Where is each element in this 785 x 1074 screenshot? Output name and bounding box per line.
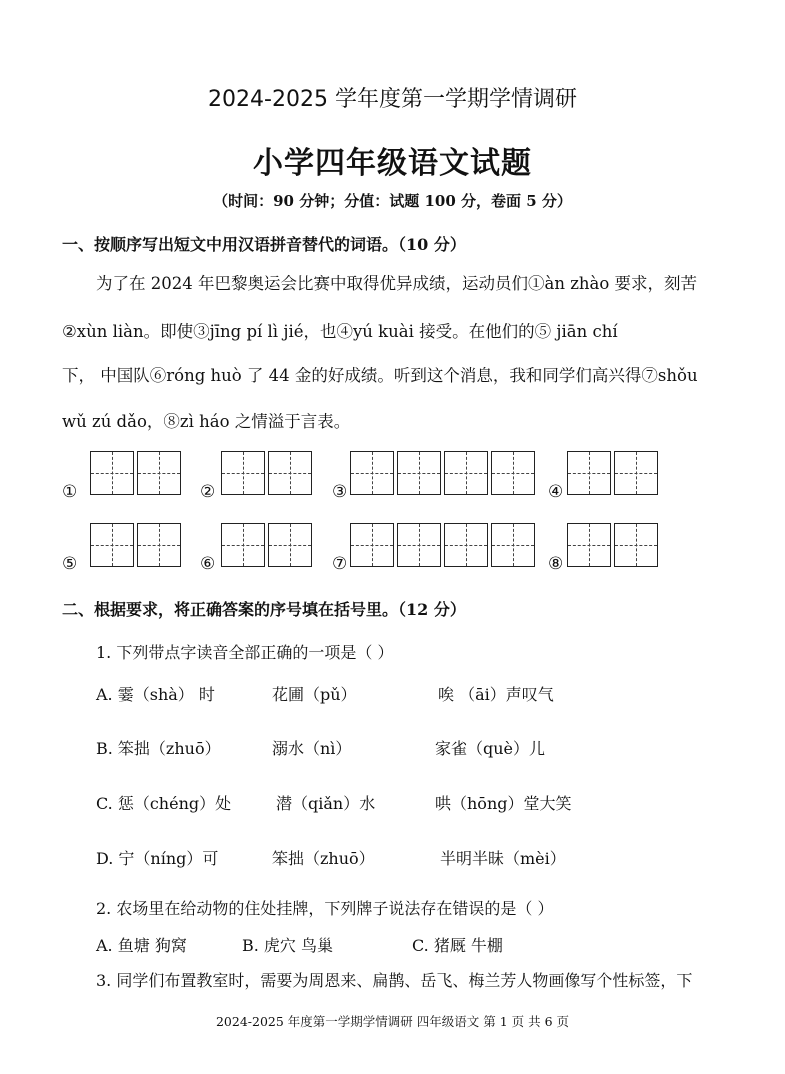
answer-label-2: ② [200,482,216,502]
answer-box[interactable] [221,451,265,495]
section1-heading: 一、按顺序写出短文中用汉语拼音替代的词语。（10 分） [62,235,466,254]
answer-box[interactable] [268,451,312,495]
question-1-stem: 1. 下列带点字读音全部正确的一项是（ ） [96,643,394,662]
answer-box[interactable] [350,523,394,567]
q2-option-a: A. 鱼塘 狗窝 [96,936,187,955]
page-footer: 2024-2025 年度第一学期学情调研 四年级语文 第 1 页 共 6 页 [215,1014,570,1029]
answer-box[interactable] [397,523,441,567]
answer-label-4: ④ [548,482,564,502]
q1-option-c-1: C. 惩（chéng）处 [96,794,232,813]
q1-option-a-2: 花圃（pǔ） [272,685,357,704]
answer-box[interactable] [397,451,441,495]
section1-line-3: 下， 中国队⑥róng huò 了 44 金的好成绩。听到这个消息，我和同学们高兴得⑦shǒu [62,366,698,385]
answer-box[interactable] [90,523,134,567]
section1-line-2: ②xùn liàn。即使③jīng pí lì jié，也④yú kuài 接受。在他们的⑤ jiān chí [62,322,618,341]
answer-box[interactable] [90,451,134,495]
question-3-stem: 3. 同学们布置教室时，需要为周恩来、扁鹊、岳飞、梅兰芳人物画像写个性标签，下 [96,971,693,990]
q1-option-b-3: 家雀（què）儿 [435,739,546,758]
answer-box[interactable] [567,451,611,495]
answer-box[interactable] [614,451,658,495]
answer-box[interactable] [614,523,658,567]
answer-box[interactable] [137,523,181,567]
answer-label-8: ⑧ [548,554,564,574]
answer-label-5: ⑤ [62,554,78,574]
q1-option-c-3: 哄（hōng）堂大笑 [435,794,572,813]
answer-box[interactable] [567,523,611,567]
question-2-stem: 2. 农场里在给动物的住处挂牌，下列牌子说法存在错误的是（ ） [96,899,554,918]
q1-option-c-2: 潜（qiǎn）水 [276,794,376,813]
answer-label-3: ③ [332,482,348,502]
q1-option-d-1: D. 宁（níng）可 [96,849,219,868]
answer-label-7: ⑦ [332,554,348,574]
section1-line-4: wǔ zú dǎo，⑧zì háo 之情溢于言表。 [62,412,351,431]
answer-box[interactable] [137,451,181,495]
section1-line-1: 为了在 2024 年巴黎奥运会比赛中取得优异成绩，运动员们①àn zhào 要求，刻苦 [96,274,698,293]
exam-subject-title: 小学四年级语文试题 [253,146,532,181]
section2-heading: 二、根据要求，将正确答案的序号填在括号里。（12 分） [62,600,466,619]
q1-option-b-1: B. 笨拙（zhuō） [96,739,221,758]
q2-option-b: B. 虎穴 鸟巢 [242,936,334,955]
exam-header-title: 2024-2025 学年度第一学期学情调研 [208,87,577,112]
answer-box[interactable] [350,451,394,495]
answer-label-1: ① [62,482,78,502]
q2-option-c: C. 猪厩 牛棚 [412,936,503,955]
answer-box[interactable] [444,451,488,495]
answer-box[interactable] [491,451,535,495]
answer-box[interactable] [221,523,265,567]
q1-option-d-2: 笨拙（zhuō） [272,849,375,868]
exam-info: （时间：90 分钟；分值：试题 100 分，卷面 5 分） [213,192,572,210]
q1-option-a-1: A. 霎（shà） 时 [96,685,215,704]
answer-label-6: ⑥ [200,554,216,574]
answer-box[interactable] [444,523,488,567]
q1-option-d-3: 半明半昧（mèi） [440,849,566,868]
answer-box[interactable] [268,523,312,567]
q1-option-b-2: 溺水（nì） [272,739,352,758]
answer-box[interactable] [491,523,535,567]
q1-option-a-3: 唉 （āi）声叹气 [438,685,554,704]
